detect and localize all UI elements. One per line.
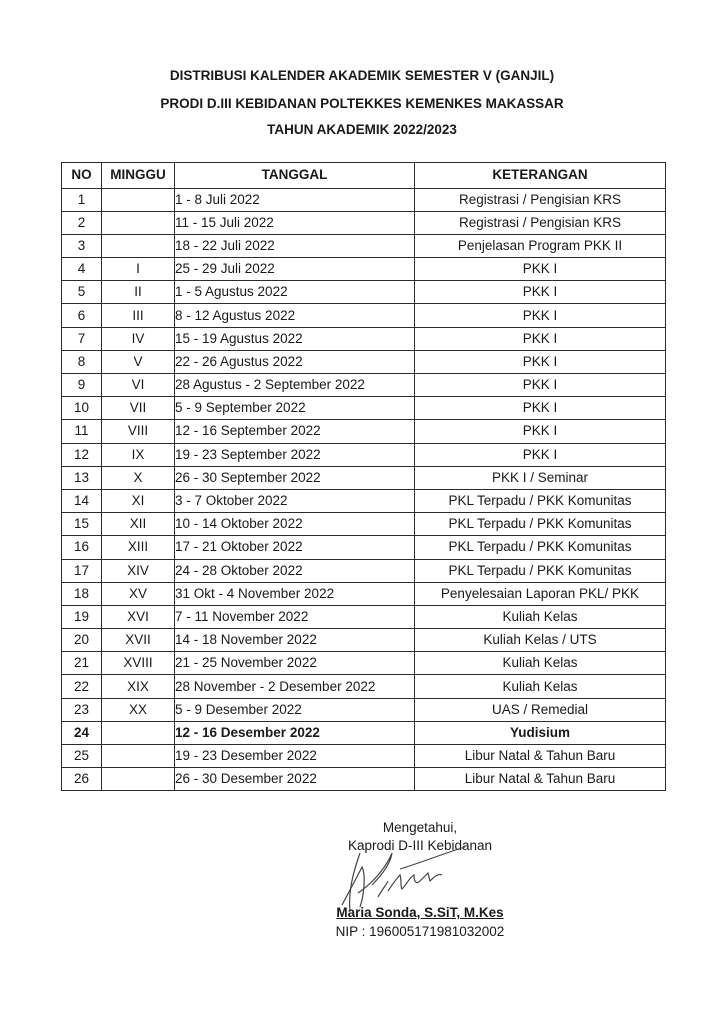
cell-tanggal: 5 - 9 September 2022 <box>175 397 415 420</box>
cell-tanggal: 18 - 22 Juli 2022 <box>175 234 415 257</box>
cell-keterangan: PKL Terpadu / PKK Komunitas <box>415 559 666 582</box>
cell-minggu <box>102 721 175 744</box>
cell-minggu: VIII <box>102 420 175 443</box>
cell-tanggal: 12 - 16 Desember 2022 <box>175 721 415 744</box>
cell-tanggal: 3 - 7 Oktober 2022 <box>175 489 415 512</box>
table-row <box>62 745 666 768</box>
cell-minggu: XI <box>102 489 175 512</box>
table-row <box>62 582 666 605</box>
cell-keterangan: Libur Natal & Tahun Baru <box>415 745 666 768</box>
document-subtitle-program: PRODI D.III KEBIDANAN POLTEKKES KEMENKES MAKASSAR <box>160 96 564 111</box>
table-row <box>62 281 666 304</box>
table-row <box>62 397 666 420</box>
table-row <box>62 768 666 791</box>
cell-minggu: XVII <box>102 629 175 652</box>
cell-keterangan: Registrasi / Pengisian KRS <box>415 211 666 234</box>
cell-minggu: VI <box>102 374 175 397</box>
acknowledgement-label: Mengetahui, <box>382 820 458 835</box>
cell-keterangan: Libur Natal & Tahun Baru <box>415 768 666 791</box>
cell-no: 12 <box>62 443 102 466</box>
cell-no: 22 <box>62 675 102 698</box>
table-row <box>62 466 666 489</box>
cell-tanggal: 1 - 5 Agustus 2022 <box>175 281 415 304</box>
table-row <box>62 420 666 443</box>
cell-minggu: XIII <box>102 536 175 559</box>
signatory-position: Kaprodi D-III Kebidanan <box>347 838 493 853</box>
cell-no: 3 <box>62 234 102 257</box>
table-row <box>62 721 666 744</box>
table-row <box>62 652 666 675</box>
signatory-nip: NIP : 196005171981032002 <box>335 924 505 939</box>
cell-no: 25 <box>62 745 102 768</box>
academic-calendar-table <box>61 162 666 791</box>
cell-no: 9 <box>62 374 102 397</box>
cell-minggu <box>102 188 175 211</box>
cell-minggu: VII <box>102 397 175 420</box>
table-row <box>62 258 666 281</box>
cell-keterangan: PKL Terpadu / PKK Komunitas <box>415 513 666 536</box>
cell-keterangan: Yudisium <box>415 721 666 744</box>
cell-no: 14 <box>62 489 102 512</box>
cell-keterangan: PKK I <box>415 350 666 373</box>
cell-no: 21 <box>62 652 102 675</box>
cell-minggu: X <box>102 466 175 489</box>
cell-tanggal: 26 - 30 Desember 2022 <box>175 768 415 791</box>
cell-keterangan: Penjelasan Program PKK II <box>415 234 666 257</box>
cell-minggu: XIX <box>102 675 175 698</box>
table-row <box>62 304 666 327</box>
document-title: DISTRIBUSI KALENDER AKADEMIK SEMESTER V (GANJIL) <box>169 68 555 83</box>
cell-minggu: IV <box>102 327 175 350</box>
cell-keterangan: Kuliah Kelas <box>415 675 666 698</box>
cell-tanggal: 28 Agustus - 2 September 2022 <box>175 374 415 397</box>
cell-no: 20 <box>62 629 102 652</box>
table-row <box>62 629 666 652</box>
cell-tanggal: 14 - 18 November 2022 <box>175 629 415 652</box>
document-subtitle-year: TAHUN AKADEMIK 2022/2023 <box>267 122 457 137</box>
cell-minggu: XII <box>102 513 175 536</box>
cell-keterangan: Kuliah Kelas <box>415 605 666 628</box>
cell-tanggal: 19 - 23 Desember 2022 <box>175 745 415 768</box>
cell-no: 23 <box>62 698 102 721</box>
cell-keterangan: Registrasi / Pengisian KRS <box>415 188 666 211</box>
table-row <box>62 234 666 257</box>
cell-no: 7 <box>62 327 102 350</box>
cell-no: 15 <box>62 513 102 536</box>
cell-tanggal: 21 - 25 November 2022 <box>175 652 415 675</box>
table-row <box>62 188 666 211</box>
cell-no: 2 <box>62 211 102 234</box>
table-row <box>62 350 666 373</box>
cell-keterangan: PKL Terpadu / PKK Komunitas <box>415 489 666 512</box>
table-row <box>62 698 666 721</box>
cell-keterangan: PKK I <box>415 281 666 304</box>
cell-keterangan: PKK I <box>415 327 666 350</box>
cell-tanggal: 7 - 11 November 2022 <box>175 605 415 628</box>
cell-keterangan: Penyelesaian Laporan PKL/ PKK <box>415 582 666 605</box>
cell-tanggal: 1 - 8 Juli 2022 <box>175 188 415 211</box>
cell-no: 19 <box>62 605 102 628</box>
cell-no: 5 <box>62 281 102 304</box>
cell-tanggal: 17 - 21 Oktober 2022 <box>175 536 415 559</box>
cell-tanggal: 24 - 28 Oktober 2022 <box>175 559 415 582</box>
cell-minggu: V <box>102 350 175 373</box>
column-header-no: NO <box>62 163 102 189</box>
cell-keterangan: PKK I <box>415 304 666 327</box>
column-header-tanggal: TANGGAL <box>175 163 415 189</box>
cell-no: 1 <box>62 188 102 211</box>
cell-keterangan: PKK I <box>415 258 666 281</box>
cell-keterangan: Kuliah Kelas <box>415 652 666 675</box>
cell-no: 24 <box>62 721 102 744</box>
cell-keterangan: PKL Terpadu / PKK Komunitas <box>415 536 666 559</box>
cell-tanggal: 12 - 16 September 2022 <box>175 420 415 443</box>
cell-minggu <box>102 745 175 768</box>
cell-minggu: III <box>102 304 175 327</box>
cell-minggu <box>102 768 175 791</box>
cell-keterangan: PKK I <box>415 374 666 397</box>
cell-minggu: XVIII <box>102 652 175 675</box>
cell-minggu: XIV <box>102 559 175 582</box>
table-row <box>62 443 666 466</box>
cell-tanggal: 11 - 15 Juli 2022 <box>175 211 415 234</box>
cell-minggu: XVI <box>102 605 175 628</box>
cell-tanggal: 22 - 26 Agustus 2022 <box>175 350 415 373</box>
cell-no: 11 <box>62 420 102 443</box>
cell-no: 6 <box>62 304 102 327</box>
cell-no: 10 <box>62 397 102 420</box>
cell-keterangan: UAS / Remedial <box>415 698 666 721</box>
table-row <box>62 374 666 397</box>
column-header-minggu: MINGGU <box>102 163 175 189</box>
cell-keterangan: PKK I / Seminar <box>415 466 666 489</box>
cell-no: 16 <box>62 536 102 559</box>
cell-no: 4 <box>62 258 102 281</box>
table-row <box>62 675 666 698</box>
cell-keterangan: Kuliah Kelas / UTS <box>415 629 666 652</box>
cell-tanggal: 5 - 9 Desember 2022 <box>175 698 415 721</box>
cell-minggu: XV <box>102 582 175 605</box>
cell-tanggal: 8 - 12 Agustus 2022 <box>175 304 415 327</box>
cell-minggu: II <box>102 281 175 304</box>
table-row <box>62 327 666 350</box>
table-row <box>62 536 666 559</box>
cell-minggu <box>102 234 175 257</box>
cell-tanggal: 28 November - 2 Desember 2022 <box>175 675 415 698</box>
table-body <box>62 188 666 791</box>
cell-no: 13 <box>62 466 102 489</box>
cell-tanggal: 26 - 30 September 2022 <box>175 466 415 489</box>
cell-no: 8 <box>62 350 102 373</box>
table-row <box>62 489 666 512</box>
signatory-name: Maria Sonda, S.SiT, M.Kes <box>336 905 504 920</box>
cell-no: 18 <box>62 582 102 605</box>
table-row <box>62 513 666 536</box>
cell-minggu <box>102 211 175 234</box>
cell-tanggal: 15 - 19 Agustus 2022 <box>175 327 415 350</box>
cell-keterangan: PKK I <box>415 420 666 443</box>
cell-no: 26 <box>62 768 102 791</box>
cell-keterangan: PKK I <box>415 443 666 466</box>
table-header-row <box>62 163 666 189</box>
cell-no: 17 <box>62 559 102 582</box>
table-row <box>62 211 666 234</box>
cell-minggu: XX <box>102 698 175 721</box>
cell-tanggal: 19 - 23 September 2022 <box>175 443 415 466</box>
cell-tanggal: 25 - 29 Juli 2022 <box>175 258 415 281</box>
cell-keterangan: PKK I <box>415 397 666 420</box>
table-row <box>62 559 666 582</box>
cell-minggu: IX <box>102 443 175 466</box>
cell-tanggal: 10 - 14 Oktober 2022 <box>175 513 415 536</box>
column-header-keterangan: KETERANGAN <box>415 163 666 189</box>
cell-minggu: I <box>102 258 175 281</box>
table-row <box>62 605 666 628</box>
cell-tanggal: 31 Okt - 4 November 2022 <box>175 582 415 605</box>
